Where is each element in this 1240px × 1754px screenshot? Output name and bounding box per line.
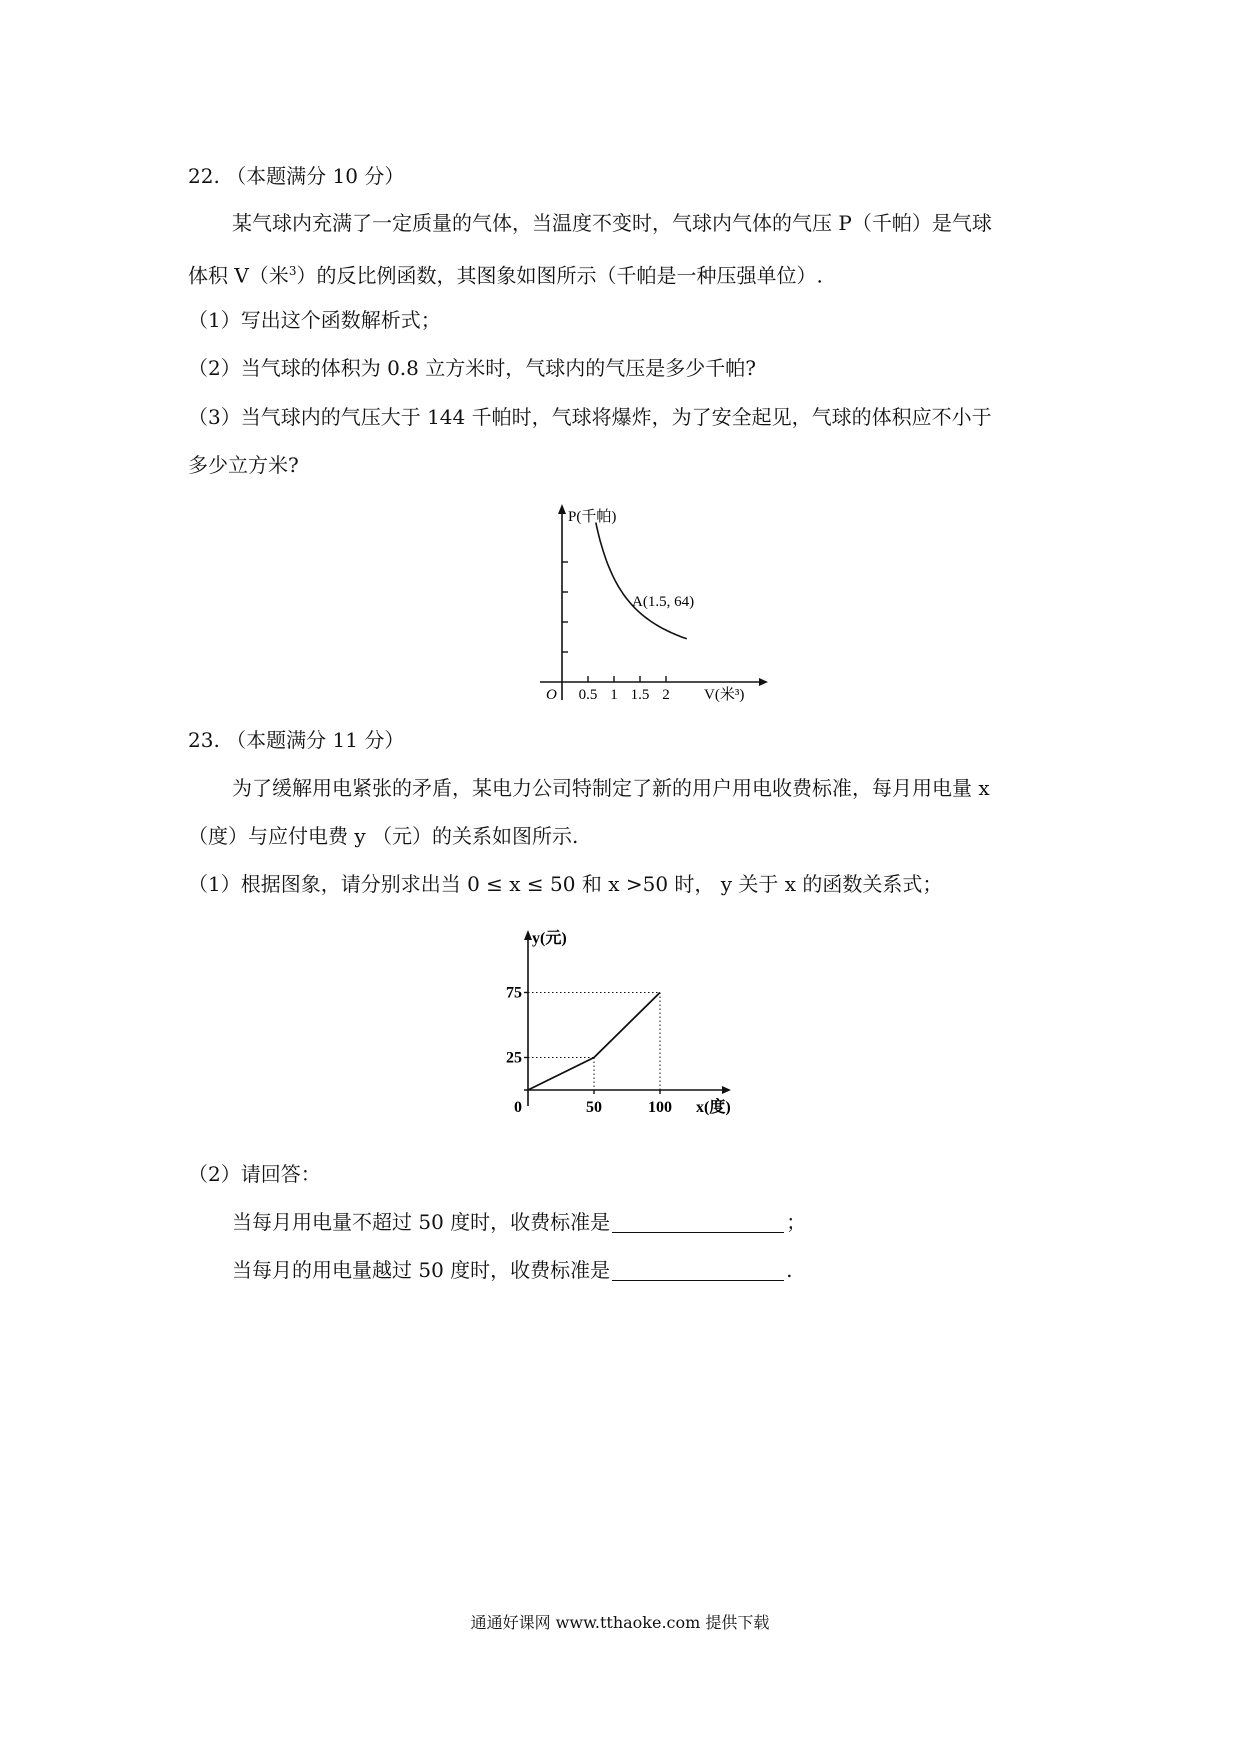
q22-text-line2: 体积 V（米$^3$）的反比例函数，其图象如图所示（千帕是一种压强单位）. [188,263,823,288]
chart2-x-tick-label: 50 [586,1099,602,1116]
q22-points: （本题满分 10 分） [226,164,405,188]
chart2-xlabel: x(度) [696,1099,731,1116]
q23-number: 23. [188,728,220,752]
q23-answer1: 当每月用电量不超过 50 度时，收费标准是 ； [232,1210,807,1234]
answer1-blank[interactable] [612,1212,784,1233]
pressure-volume-chart [532,500,772,704]
q23-heading [188,726,404,754]
q23-part1: （1）根据图象，请分别求出当 0 ≤ x ≤ 50 和 x >50 时， y 关于 x 的函数关系式； [188,872,943,896]
chart2-y-tick-label: 75 [506,984,522,1002]
q22-part2: （2）当气球的体积为 0.8 立方米时，气球内的气压是多少千帕? [188,356,756,380]
q23-text-line1: 为了缓解用电紧张的矛盾，某电力公司特制定了新的用户用电收费标准，每月用电量 x [232,776,990,800]
q22-part1: （1）写出这个函数解析式； [188,308,441,332]
q22-superscript: 3 [288,264,297,278]
chart1-x-tick-label: 1 [610,687,618,703]
chart1-x-arrow [759,678,768,686]
q23-points: （本题满分 11 分） [226,728,405,752]
chart2-x-tick-label: 100 [648,1099,672,1116]
chart1-x-tick-label: 0.5 [578,687,598,703]
q23-answer2: 当每月的用电量越过 50 度时，收费标准是 . [232,1258,793,1282]
chart1-ylabel: P(千帕) [568,509,617,525]
q23-part2: （2）请回答： [188,1162,321,1186]
q22-part3-line2: 多少立方米? [188,453,299,477]
q22-part3-line1: （3）当气球内的气压大于 144 千帕时，气球将爆炸，为了安全起见，气球的体积应不小于 [188,405,992,429]
chart1-curve [596,523,687,639]
chart1-point-a-label: A(1.5, 64) [632,593,695,610]
chart2-y-arrow [524,930,532,940]
answer2-blank[interactable] [612,1260,784,1281]
chart1-x-tick-label: 1.5 [630,687,650,703]
chart2-fee-line [528,993,660,1091]
chart2-ylabel: y(元) [532,930,567,947]
electricity-fee-chart [500,922,740,1137]
q23-text-line2: （度）与应付电费 y （元）的关系如图所示. [188,824,579,848]
chart2-x-arrow [722,1086,731,1094]
chart2-origin: 0 [514,1099,522,1116]
chart1-x-tick-label: 2 [662,687,670,703]
q22-heading [188,162,404,190]
footer: 通通好课网 www.tthaoke.com 提供下载 [470,1613,770,1632]
q22-number: 22. [188,164,220,188]
q22-text-line1: 某气球内充满了一定质量的气体，当温度不变时，气球内气体的气压 P（千帕）是气球 [232,211,992,235]
chart1-xlabel: V(米³) [704,687,745,703]
chart1-origin: O [546,687,557,703]
chart1-y-arrow [558,504,566,514]
chart2-y-tick-label: 25 [506,1049,522,1067]
